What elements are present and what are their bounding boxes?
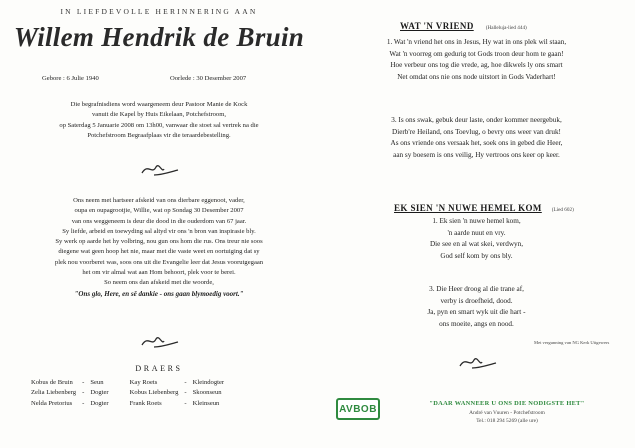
slogan: "DAAR WANNEER U ONS DIE NODIGSTE HET" [429,400,585,407]
verse-line: 3. Is ons swak, gebuk deur laste, onder kommer neergebuk, [391,116,562,124]
birth-date: Gebore : 6 Julie 1940 [42,75,99,82]
verse-line: Wat 'n voorreg om gedurig tot Gods troon deur hom te gaan! [389,49,564,58]
ornament-icon [136,161,182,179]
tribute-line: So neem ons dan afskeid met die woorde, [104,279,214,287]
verse-line: 3. Die Heer droog al die trane af, [429,285,524,293]
contact-person: André van Vuuren - Potchefstroom [469,410,545,416]
bearer-name: Zelia Liebenberg [31,389,77,397]
separator: - [184,379,187,386]
separator: - [82,389,85,397]
hymn2-verse1 [318,216,635,262]
hymn1-reference: (Halleluja-lied 444) [485,25,527,31]
service-line: Potchefstroom Begraafplaas vir die teraardebestelling. [87,131,231,139]
verse-line: 1. Ek sien 'n nuwe hemel kom, [432,217,521,225]
bearer-name: Kay Roets [129,379,158,386]
tribute-line: het om vir almal wat aan Hom behoort, plek voor te berei. [82,269,236,277]
death-date: Oorlede : 30 Desember 2007 [170,75,247,82]
hymn1-heading [400,16,620,34]
verse-line: 'n aarde nuut en vry. [447,228,506,237]
bearer-name: Kobus de Bruin [31,379,73,386]
verse-line: Hoe verbeur ons tog die vrede, ag, hoe dikwels ly ons smart [390,61,563,70]
verse-line: Ja, pyn en smart wyk uit die hart - [427,308,526,317]
bearer-relation: Kleinseun [192,399,220,407]
avbob-logo [336,398,380,420]
separator: - [82,399,85,407]
tribute-quote: "Ons glo, Here, en sê dankie - ons gaan blymoedig voort." [74,289,244,298]
bearers-title: DRAERS [135,364,183,373]
table-row [28,399,227,409]
deceased-name: Willem Hendrik de Bruin [13,22,305,52]
tribute-line: plek nou voorberei was, soos ons uit die Evangelie leer dat Jesus voorutgegaan [54,258,264,266]
tribute-line: oupa en oupagrootjie, Willie, wat op Sondag 30 Desember 2007 [74,207,244,215]
tribute-text [0,196,318,299]
hymn2-reference: (Lied 602) [551,207,574,213]
hymn1-title: WAT 'N VRIEND [400,21,474,31]
verse-line: Dierb're Heiland, ons Toevlug, o bevry ons weer van druk! [392,127,561,136]
separator: - [82,379,85,386]
separator: - [184,399,187,407]
memorial-header: IN LIEFDEVOLLE HERINNERING AAN [60,7,258,16]
verse-line: ons moeite, angs en nood. [439,319,514,328]
bearer-name: Frank Roets [129,399,162,407]
bearer-relation: Kleindogter [192,379,225,386]
hymn2-credit: Met vergunning van NG Kerk Uitgewers [534,340,610,345]
bearer-relation: Skoonseun [192,389,222,397]
hymn2-title: EK SIEN 'N NUWE HEMEL KOM [394,203,542,213]
hymn1-verse3 [318,115,635,161]
service-line: op Saterdag 5 Januarie 2008 om 13h00, vanwaar die stoet sal vertrek na die [59,121,259,129]
verse-line: As ons vriende ons versaak het, soek ons in gebed die Heer, [390,139,563,148]
bearer-relation: Dogter [90,389,109,397]
bearer-relation: Dogter [90,399,109,407]
service-line: vanuit die Kapel by Huis Eikelaan, Potchefstroom, [91,111,227,119]
tribute-line: Ons neem met hartseer afskeid van ons dierbare eggenoot, vader, [73,197,245,204]
table-row [28,378,227,388]
ornament-icon [454,354,500,372]
verse-line: Die see en al wat skei, verdwyn, [429,240,523,249]
tribute-line: van ons weggeneem is deur die dood in die ouderdom van 67 jaar. [71,217,247,225]
hymn2-heading [394,198,634,216]
service-line: Die begrafnisdiens word waargeneem deur Pastoor Manie de Kock [70,101,248,108]
contact-phone: Tel.: 018 294 5269 (alle ure) [476,418,538,424]
verse-line: Net omdat ons nie ons node uitstort in Gods Vaderhart! [397,72,556,81]
bearer-relation: Seun [90,379,104,386]
hymn1-verse1 [318,37,635,83]
tribute-line: Sy werk op aarde het hy volbring, nou gun ons hom die rus. Ons treur nie soos [55,238,263,246]
verse-line: aan sy boesem is ons veilig, Hy vertroos ons keer op keer. [393,150,560,159]
verse-line: 1. Wat 'n vriend het ons in Jesus, Hy wat in ons plek wil staan, [386,38,567,46]
tribute-line: diegene wat geen hoop het nie, maar met die vaste weet en oortuiging dat sy [58,248,260,256]
verse-line: verby is droefheid, dood. [440,296,513,305]
service-details [0,100,318,141]
ornament-icon [136,333,182,351]
tribute-line: Sy liefde, arbeid en toewyding sal altyd vir ons 'n bron van inspirasie bly. [62,227,256,235]
bearer-name: Kobus Liebenberg [129,389,179,397]
avbob-logo-text: AVBOB [339,403,377,415]
table-row [28,388,227,398]
funeral-contact [392,400,622,424]
bearers-table [28,378,227,409]
hymn2-verse3 [318,284,635,330]
memorial-right-panel [318,0,635,448]
separator: - [184,389,187,397]
verse-line: God self kom by ons bly. [440,251,513,260]
bearer-name: Nelda Pretorius [31,399,73,407]
